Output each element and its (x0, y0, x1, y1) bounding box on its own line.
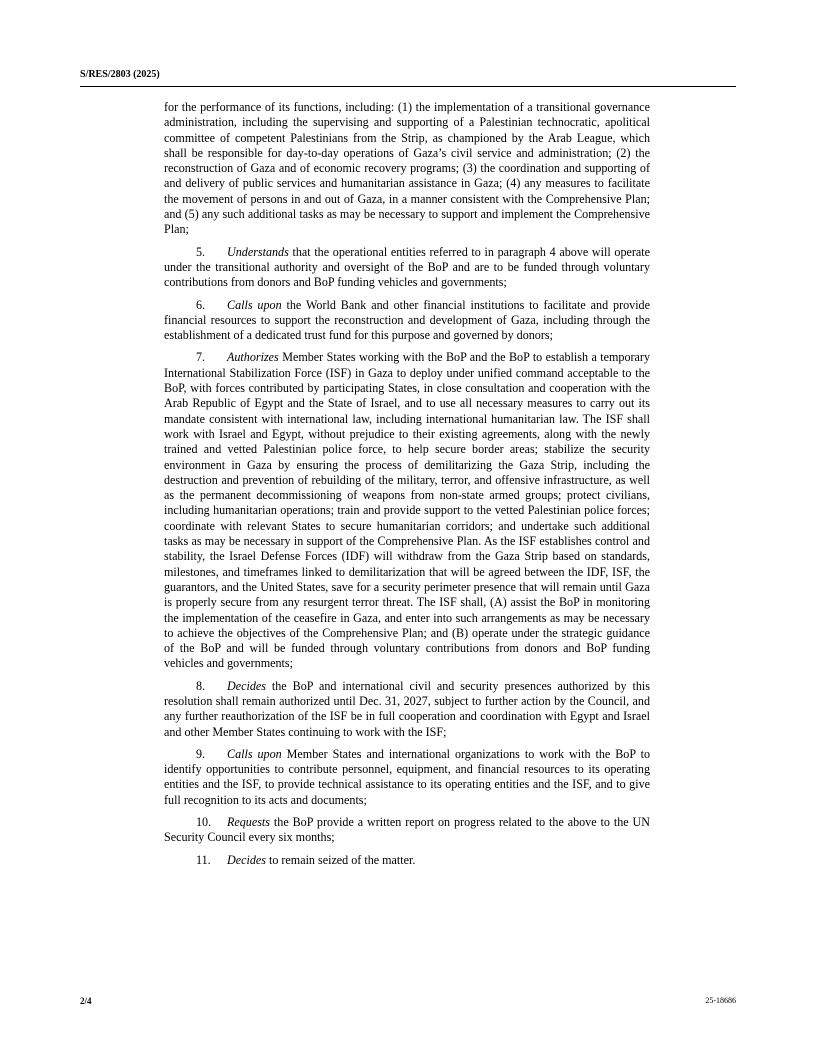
page-header (80, 69, 736, 87)
operative-verb: Calls upon (227, 297, 282, 312)
operative-verb: Calls upon (227, 746, 282, 761)
operative-verb: Decides (227, 852, 266, 867)
paragraph-number: 7. (196, 350, 206, 365)
operative-paragraph-8 (164, 679, 650, 740)
paragraph-number: 9. (196, 746, 206, 761)
paragraph-text: the BoP and international civil and security presences authorized by this resolution shall remain authorized until Dec. 31, 2027, subject to further action by the Council, and any further reauthorization of the ISF be in full cooperation and coordination with Egypt and Israel and other Member States continuing to work with the ISF; (164, 678, 650, 739)
document-symbol: S/RES/2803 (2025) (80, 69, 160, 80)
paragraph-number: 5. (196, 244, 206, 259)
paragraph-text: the World Bank and other financial institutions to facilitate and provide financial resources to support the reconstruction and development of Gaza, including through the establishment of a dedicated trust fund for this purpose and governed by donors; (164, 297, 650, 343)
paragraph-text: that the operational entities referred to in paragraph 4 above will operate under the transitional authority and oversight of the BoP and are to be funded through voluntary contributions from donors and BoP funding vehicles and governments; (164, 244, 650, 290)
operative-paragraph-10 (164, 815, 650, 846)
paragraph-number: 10. (196, 815, 212, 830)
operative-paragraph-11 (164, 853, 650, 868)
operative-paragraph-9 (164, 747, 650, 808)
paragraph-number: 6. (196, 297, 206, 312)
operative-verb: Decides (227, 678, 266, 693)
paragraph-text: the BoP provide a written report on progress related to the above to the UN Security Council every six months; (164, 815, 650, 845)
page-footer (80, 996, 736, 1010)
paragraph-number: 11. (196, 852, 211, 867)
page-number: 2/4 (80, 996, 92, 1006)
paragraph-text: Member States and international organizations to work with the BoP to identify opportunities to contribute personnel, equipment, and financial resources to its operating entities and the ISF, to provide technical assistance to its operating entities and the ISF, and to give full recognition to its acts and documents; (164, 746, 650, 807)
continuation-paragraph: for the performance of its functions, including: (1) the implementation of a transitional governance administration, including the supervising and supporting of a Palestinian technocratic, apolitical committee of competent Palestinians from the Strip, as championed by the Arab League, which shall be responsible for day-to-day operations of Gaza’s civil service and administration; (2) the reconstruction of Gaza and of economic recovery programs; (3) the coordination and supporting of and delivery of public services and humanitarian assistance in Gaza; (4) any measures to facilitate the movement of persons in and out of Gaza, in a manner consistent with the Comprehensive Plan; and (5) any such additional tasks as may be necessary to support and implement the Comprehensive Plan; (164, 100, 650, 237)
operative-verb: Requests (227, 815, 270, 830)
resolution-body (164, 100, 650, 875)
paragraph-number: 8. (196, 678, 206, 693)
operative-verb: Authorizes (227, 350, 279, 365)
paragraph-text: to remain seized of the matter. (265, 852, 416, 867)
paragraph-text: Member States working with the BoP and the BoP to establish a temporary International Stabilization Force (ISF) in Gaza to deploy under unified command acceptable to the BoP, with forces contributed by participating States, in close consultation and cooperation with the Arab Republic of Egypt and the State of Israel, and to use all necessary measures to carry out its mandate consistent with international law, including international humanitarian law. The ISF shall work with Israel and Egypt, without prejudice to their existing agreements, along with the newly trained and vetted Palestinian police force, to help secure border areas; stabilize the security environment in Gaza by ensuring the process of demilitarizing the Gaza Strip, including the destruction and prevention of rebuilding of the military, terror, and offensive infrastructure, as well as the permanent decommissioning of weapons from non-state armed groups; protect civilians, including humanitarian operations; train and provide support to the vetted Palestinian police forces; coordinate with relevant States to secure humanitarian corridors; and undertake such additional tasks as may be necessary in support of the Comprehensive Plan. As the ISF establishes control and stability, the Israel Defense Forces (IDF) will withdraw from the Gaza Strip based on standards, milestones, and timeframes linked to demilitarization that will be agreed between the IDF, ISF, the guarantors, and the United States, save for a security perimeter presence that will remain until Gaza is properly secure from any resurgent terror threat. The ISF shall, (A) assist the BoP in monitoring the implementation of the ceasefire in Gaza, and enter into such arrangements as may be necessary to achieve the objectives of the Comprehensive Plan; and (B) operate under the strategic guidance of the BoP and will be funded through voluntary contributions from donors and BoP funding vehicles and governments; (164, 350, 650, 671)
operative-paragraph-6 (164, 298, 650, 344)
operative-paragraph-5 (164, 245, 650, 291)
operative-verb: Understands (227, 244, 289, 259)
operative-paragraph-7 (164, 350, 650, 671)
job-number: 25-18686 (705, 996, 736, 1005)
